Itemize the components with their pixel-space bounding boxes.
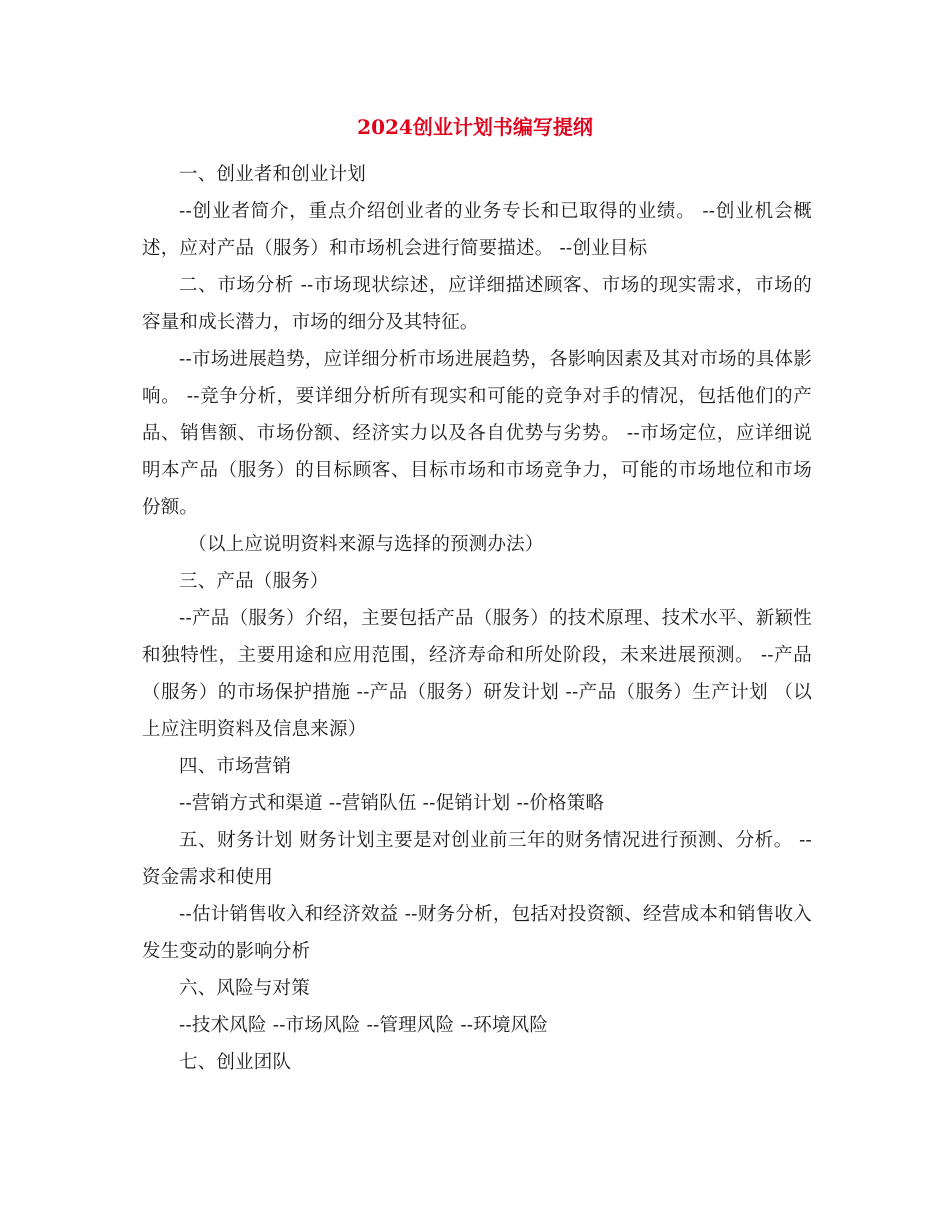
section-heading-2-content: 二、市场分析 --市场现状综述，应详细描述顾客、市场的现实需求，市场的容量和成长潜力，市场的细分及其特征。 <box>142 275 812 333</box>
section-heading-4: 四、市场营销 <box>179 756 292 777</box>
document-title: 2024创业计划书编写提纲 <box>357 115 593 139</box>
paragraph-source-note: （以上应说明资料来源与选择的预测办法） <box>188 534 544 555</box>
section-heading-5-content: 五、财务计划 财务计划主要是对创业前三年的财务情况进行预测、分析。 --资金需求和使用 <box>142 830 812 888</box>
paragraph-6-content: --技术风险 --市场风险 --管理风险 --环境风险 <box>179 1015 549 1036</box>
section-heading-3: 三、产品（服务） <box>179 571 329 592</box>
section-heading-1: 一、创业者和创业计划 <box>179 164 367 185</box>
section-heading-6: 六、风险与对策 <box>179 978 310 999</box>
paragraph-4-content: --营销方式和渠道 --营销队伍 --促销计划 --价格策略 <box>179 793 605 814</box>
paragraph-5-content: --估计销售收入和经济效益 --财务分析，包括对投资额、经营成本和销售收入发生变动的影响分析 <box>142 904 812 962</box>
section-heading-7: 七、创业团队 <box>179 1052 292 1073</box>
document-body <box>142 156 812 1081</box>
paragraph-3-content: --产品（服务）介绍，主要包括产品（服务）的技术原理、技术水平、新颖性和独特性，主要用途和应用范围，经济寿命和所处阶段，未来进展预测。 --产品（服务）的市场保护措施 --产品（服务）研发计划 --产品（服务）生产计划 （以上应注明资料及信息来源） <box>142 608 812 740</box>
paragraph-2-content: --市场进展趋势，应详细分析市场进展趋势，各影响因素及其对市场的具体影响。 --竞争分析，要详细分析所有现实和可能的竞争对手的情况，包括他们的产品、销售额、市场份额、经济实力以及各自优势与劣势。 --市场定位，应详细说明本产品（服务）的目标顾客、目标市场和市场竞争力，可能的市场地位和市场份额。 <box>142 349 812 518</box>
paragraph-1-content: --创业者简介，重点介绍创业者的业务专长和已取得的业绩。 --创业机会概述，应对产品（服务）和市场机会进行简要描述。 --创业目标 <box>142 201 812 259</box>
